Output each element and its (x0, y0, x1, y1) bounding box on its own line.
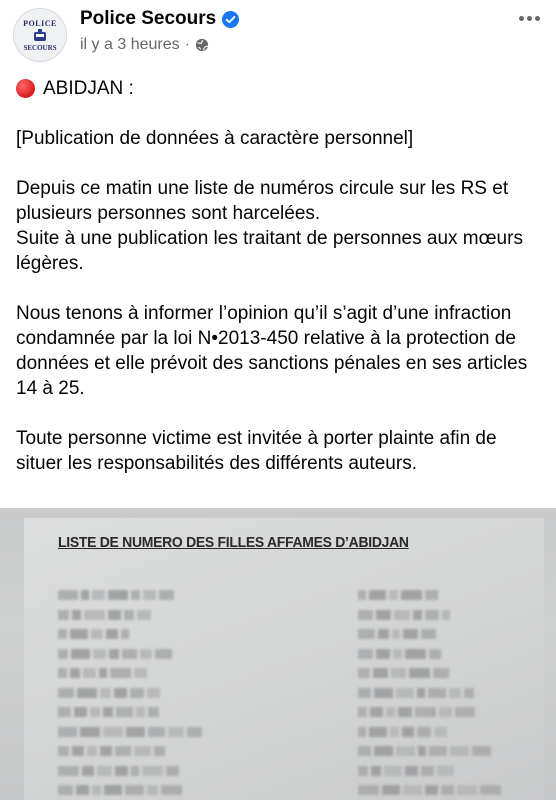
blur-block (58, 610, 69, 620)
blur-block (84, 610, 105, 620)
blurred-number-row (358, 727, 518, 737)
page-name[interactable]: Police Secours (80, 8, 217, 29)
blur-block (58, 649, 68, 659)
blur-block (358, 610, 373, 620)
blur-block (58, 766, 79, 776)
blur-block (421, 766, 434, 776)
blur-block (166, 766, 179, 776)
blurred-number-row (58, 688, 218, 698)
blur-block (472, 746, 491, 756)
blur-block (403, 785, 422, 795)
blur-block (134, 746, 151, 756)
more-options-icon-dot (527, 16, 532, 21)
blur-block (74, 707, 87, 717)
blur-block (58, 727, 77, 737)
blurred-number-row (58, 649, 218, 659)
meta-separator: · (184, 36, 190, 53)
post-title-line (16, 76, 546, 101)
blur-block (428, 688, 446, 698)
blur-block (148, 727, 165, 737)
blurred-number-row (358, 668, 518, 678)
blurred-number-row (58, 590, 218, 600)
blur-block (358, 649, 373, 659)
blur-block (58, 668, 67, 678)
blur-block (92, 590, 105, 600)
blur-block (370, 707, 383, 717)
blur-block (109, 649, 119, 659)
blur-block (369, 590, 386, 600)
blur-block (455, 707, 475, 717)
blurred-number-row (358, 629, 518, 639)
blur-block (358, 727, 366, 737)
post-paragraph: Suite à une publication les traitant de personnes aux mœurs légères. (16, 228, 523, 274)
post-title: ABIDJAN : (43, 78, 134, 99)
police-emblem-icon (30, 29, 50, 43)
blur-block (391, 668, 406, 678)
blur-block (136, 707, 145, 717)
blur-block (110, 668, 131, 678)
blur-block (417, 727, 431, 737)
blur-block (358, 688, 371, 698)
blur-block (417, 688, 425, 698)
blur-block (450, 746, 469, 756)
blur-block (401, 590, 422, 600)
blur-block (429, 649, 441, 659)
blur-block (114, 688, 127, 698)
blur-block (58, 785, 73, 795)
post-timestamp[interactable]: il y a 3 heures (80, 36, 180, 53)
blur-block (409, 668, 430, 678)
blur-block (437, 766, 454, 776)
blur-block (103, 707, 113, 717)
blur-block (393, 649, 402, 659)
more-options-icon-dot (535, 16, 540, 21)
blur-block (161, 785, 182, 795)
blur-block (405, 649, 426, 659)
blurred-number-row (58, 785, 218, 795)
blur-block (100, 688, 111, 698)
blur-block (376, 610, 391, 620)
blur-block (421, 629, 436, 639)
blur-block (429, 746, 447, 756)
blur-block (384, 766, 402, 776)
blur-block (131, 766, 139, 776)
blur-block (378, 629, 389, 639)
post-body (16, 76, 546, 476)
blur-block (122, 649, 137, 659)
blur-block (159, 590, 174, 600)
blur-block (358, 629, 375, 639)
more-options-icon (519, 16, 524, 21)
blur-block (115, 766, 128, 776)
blur-block (124, 610, 134, 620)
blur-block (108, 590, 128, 600)
post-header (0, 0, 556, 64)
blur-block (389, 590, 398, 600)
avatar-text-top: POLICE (23, 18, 57, 28)
blur-block (83, 668, 96, 678)
blur-block (143, 590, 156, 600)
blur-block (358, 766, 368, 776)
blur-block (464, 688, 474, 698)
blur-block (58, 707, 71, 717)
blurred-number-row (358, 707, 518, 717)
blur-block (147, 785, 158, 795)
blur-block (87, 746, 97, 756)
blur-block (82, 766, 94, 776)
blurred-number-row (358, 610, 518, 620)
blur-block (439, 707, 452, 717)
blurred-number-row (58, 707, 218, 717)
blur-block (442, 610, 450, 620)
blur-block (358, 668, 370, 678)
blur-block (100, 746, 112, 756)
blurred-number-row (58, 746, 218, 756)
blurred-number-list-left (58, 590, 218, 800)
blur-block (394, 610, 410, 620)
blur-block (382, 785, 400, 795)
blur-block (72, 746, 84, 756)
blur-block (441, 785, 454, 795)
blur-block (396, 688, 414, 698)
avatar-text-bottom: SECOURS (23, 43, 57, 52)
post-paragraph: Nous tenons à informer l’opinion qu’il s’agit d’une infraction condamnée par la loi N•2013-450 relative à la protection de données et elle prévoit des sanctions pénales en ses articles 14 à 25. (16, 303, 528, 399)
blur-block (433, 668, 449, 678)
blur-block (148, 707, 159, 717)
blur-block (103, 727, 123, 737)
post-meta (80, 36, 209, 54)
blur-block (425, 785, 438, 795)
blur-block (358, 746, 371, 756)
blurred-number-row (358, 688, 518, 698)
blurred-number-row (58, 610, 218, 620)
verified-badge-icon (222, 11, 239, 28)
document-title: LISTE DE NUMERO DES FILLES AFFAMES D’ABIDJAN (58, 534, 409, 551)
blur-block (392, 629, 400, 639)
page-avatar[interactable] (13, 8, 67, 62)
blur-block (72, 610, 81, 620)
blur-block (418, 746, 426, 756)
post-paragraph: Toute personne victime est invitée à porter plainte afin de situer les responsabilités des différents auteurs. (16, 428, 497, 474)
blur-block (371, 766, 381, 776)
blur-block (358, 590, 366, 600)
blurred-number-row (58, 629, 218, 639)
blur-block (425, 590, 438, 600)
blur-block (403, 629, 418, 639)
blur-block (374, 688, 393, 698)
blurred-number-row (358, 766, 518, 776)
blurred-number-row (58, 727, 218, 737)
blur-block (77, 688, 97, 698)
blur-block (480, 785, 501, 795)
blur-block (154, 746, 165, 756)
blur-block (390, 727, 399, 737)
blur-block (137, 610, 151, 620)
more-options-button[interactable] (514, 8, 544, 28)
blurred-number-row (358, 649, 518, 659)
blurred-number-row (58, 766, 218, 776)
blur-block (58, 590, 78, 600)
blur-block (386, 707, 395, 717)
blur-block (402, 727, 414, 737)
blur-block (131, 590, 140, 600)
blur-block (405, 766, 418, 776)
blur-block (425, 610, 439, 620)
blur-block (80, 727, 100, 737)
blur-block (130, 688, 144, 698)
blur-block (58, 688, 74, 698)
blur-block (373, 668, 388, 678)
blur-block (457, 785, 477, 795)
blur-block (374, 746, 393, 756)
page-name-row (80, 8, 239, 30)
blurred-number-row (58, 668, 218, 678)
blur-block (134, 668, 147, 678)
blur-block (140, 649, 152, 659)
post-paragraph: [Publication de données à caractère personnel] (16, 128, 414, 149)
blur-block (358, 707, 367, 717)
globe-icon[interactable] (195, 38, 209, 52)
blur-block (115, 746, 131, 756)
blurred-number-row (358, 785, 518, 795)
blurred-number-row (358, 746, 518, 756)
blur-block (70, 668, 80, 678)
blurred-number-list-right (358, 590, 518, 800)
blur-block (104, 785, 122, 795)
blur-block (126, 727, 145, 737)
blur-block (413, 610, 422, 620)
blur-block (90, 707, 100, 717)
blur-block (58, 629, 67, 639)
post-paragraph: Depuis ce matin une liste de numéros circule sur les RS et plusieurs personnes sont harcelées. (16, 178, 509, 224)
red-circle-icon (16, 79, 35, 98)
blur-block (168, 727, 184, 737)
blur-block (81, 590, 89, 600)
blur-block (58, 746, 69, 756)
blur-block (396, 746, 415, 756)
blur-block (155, 649, 172, 659)
blur-block (92, 785, 101, 795)
blur-block (99, 668, 107, 678)
blur-block (76, 785, 89, 795)
blur-block (121, 629, 129, 639)
blurred-number-row (358, 590, 518, 600)
blur-block (71, 649, 90, 659)
blur-block (358, 785, 379, 795)
blur-block (187, 727, 202, 737)
blur-block (125, 785, 144, 795)
blur-block (398, 707, 412, 717)
blur-block (116, 707, 133, 717)
blur-block (376, 649, 390, 659)
blur-block (147, 688, 160, 698)
blur-block (434, 727, 447, 737)
blur-block (108, 610, 121, 620)
blur-block (106, 629, 118, 639)
blur-block (97, 766, 112, 776)
blur-block (369, 727, 387, 737)
blur-block (449, 688, 461, 698)
blur-block (415, 707, 436, 717)
blur-block (70, 629, 88, 639)
blur-block (91, 629, 103, 639)
blur-block (93, 649, 106, 659)
blur-block (142, 766, 163, 776)
